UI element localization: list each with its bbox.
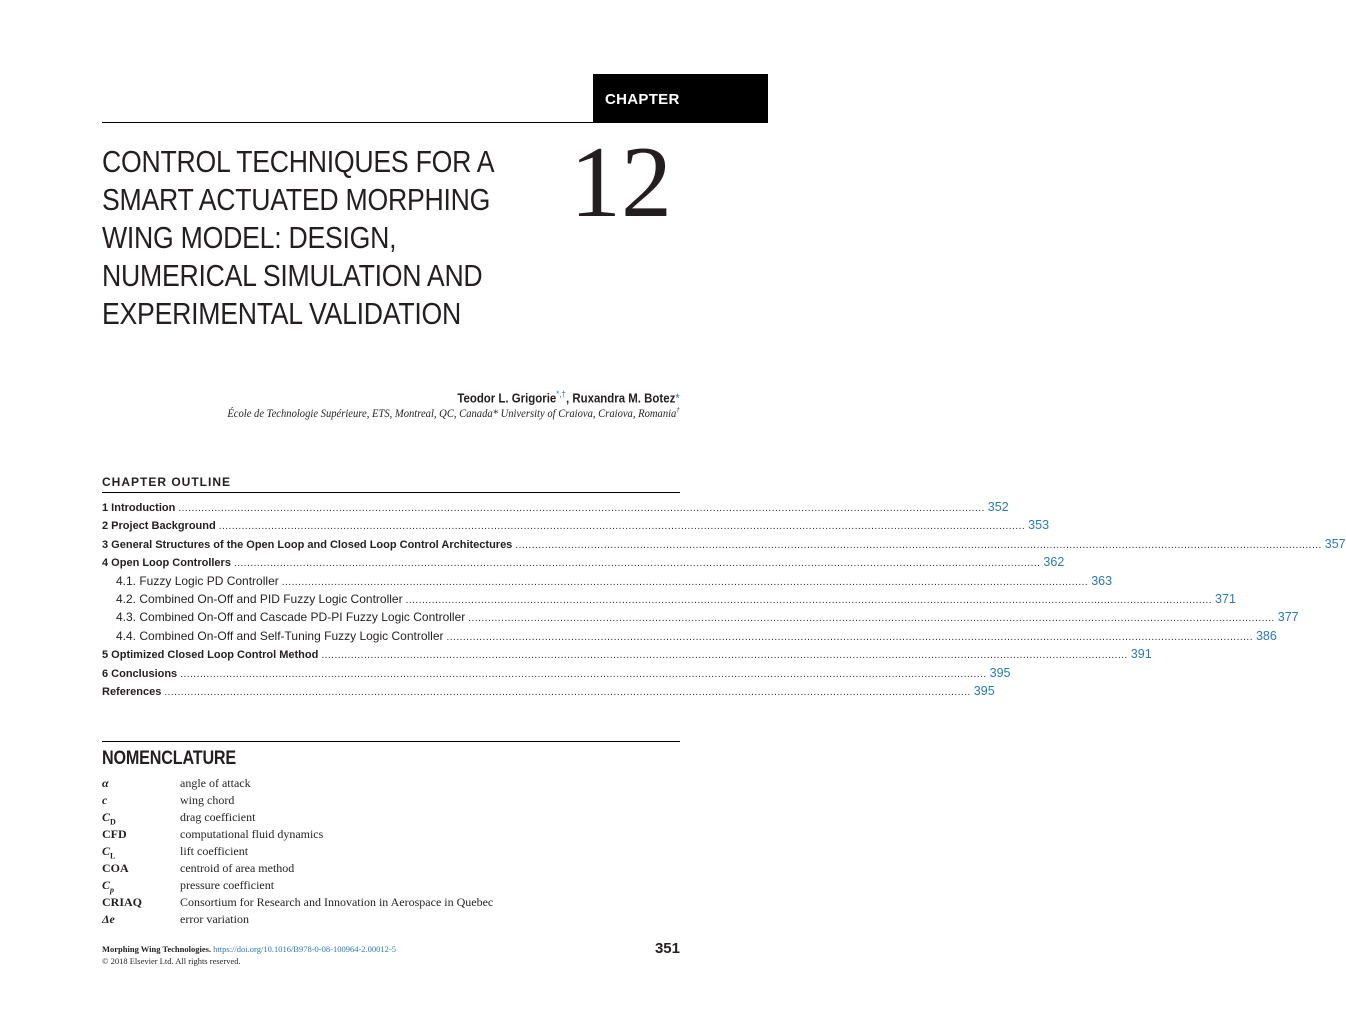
author-name[interactable]: Ruxandra M. Botez xyxy=(572,390,676,406)
authors xyxy=(458,389,680,405)
toc-label: 1 Introduction xyxy=(102,502,176,514)
nomenclature-entry xyxy=(102,843,682,860)
toc-leader: ...................................................................................................................................................................................................................................................... xyxy=(218,521,1026,533)
symbol xyxy=(102,843,180,860)
toc-entry[interactable] xyxy=(102,518,1050,536)
author-separator: , xyxy=(566,390,573,406)
toc-entry[interactable] xyxy=(102,591,1236,610)
toc-page-link[interactable]: 395 xyxy=(989,665,1011,680)
symbol xyxy=(102,809,180,826)
affiliation-text: École de Technologie Supérieure, ETS, Montreal, QC, Canada* University of Craiova, Craiova, Romania xyxy=(227,407,677,420)
nomenclature-entry xyxy=(102,860,682,877)
nomenclature-rule xyxy=(102,741,680,742)
nomenclature-entry xyxy=(102,894,682,911)
toc-entry[interactable] xyxy=(102,665,1011,684)
toc-label: 4.2. Combined On-Off and PID Fuzzy Logic Controller xyxy=(116,591,403,606)
toc-leader: ...................................................................................................................................................................................................................................................... xyxy=(281,576,1089,588)
nomenclature-entry xyxy=(102,877,682,894)
top-rule xyxy=(102,122,593,123)
definition: wing chord xyxy=(180,793,235,807)
symbol: CFD xyxy=(102,827,127,841)
title-line: SMART ACTUATED MORPHING xyxy=(102,182,491,217)
symbol-base: C xyxy=(102,878,111,892)
toc-page-link[interactable]: 386 xyxy=(1255,628,1277,643)
title-line: WING MODEL: DESIGN, xyxy=(102,220,397,255)
table-of-contents xyxy=(102,500,1346,702)
toc-page-link[interactable]: 357 xyxy=(1324,536,1346,551)
toc-page-link[interactable]: 353 xyxy=(1028,518,1050,533)
symbol xyxy=(102,877,180,894)
toc-label: 6 Conclusions xyxy=(102,667,178,680)
toc-entry[interactable] xyxy=(102,500,1009,518)
nomenclature-entry xyxy=(102,775,682,792)
toc-leader: ...................................................................................................................................................................................................................................................... xyxy=(180,668,987,680)
title-line: CONTROL TECHNIQUES FOR A xyxy=(102,144,495,179)
symbol: c xyxy=(102,793,108,807)
chapter-number: 12 xyxy=(570,126,672,239)
toc-entry[interactable] xyxy=(102,683,995,702)
toc-entry[interactable] xyxy=(102,647,1152,665)
affiliation-mark: † xyxy=(676,406,680,414)
symbol-subscript: D xyxy=(110,817,116,827)
toc-leader: ...................................................................................................................................................................................................................................................... xyxy=(164,686,971,698)
title-line: EXPERIMENTAL VALIDATION xyxy=(102,296,461,331)
symbol: α xyxy=(102,776,109,790)
definition: centroid of area method xyxy=(180,861,295,875)
toc-entry[interactable] xyxy=(102,536,1346,555)
affiliation xyxy=(228,406,680,420)
symbol: CRIAQ xyxy=(102,895,143,909)
author-mark[interactable]: *,† xyxy=(556,389,567,399)
toc-page-link[interactable]: 362 xyxy=(1043,555,1065,570)
toc-entry[interactable] xyxy=(102,573,1113,592)
nomenclature-entry xyxy=(102,809,682,826)
chapter-label: CHAPTER xyxy=(593,74,768,123)
toc-page-link[interactable]: 377 xyxy=(1277,610,1299,625)
toc-entry[interactable] xyxy=(102,555,1065,573)
toc-leader: ...................................................................................................................................................................................................................................................... xyxy=(233,558,1041,570)
symbol-base: C xyxy=(102,844,111,858)
definition: angle of attack xyxy=(180,776,251,790)
nomenclature-entry xyxy=(102,826,682,843)
symbol: Δe xyxy=(102,912,115,926)
author-mark[interactable]: * xyxy=(675,390,680,406)
nomenclature-entry xyxy=(102,911,682,928)
toc-page-link[interactable]: 363 xyxy=(1091,573,1113,588)
definition: Consortium for Research and Innovation in Aerospace in Quebec xyxy=(180,895,494,909)
symbol-subscript: p xyxy=(110,885,115,895)
toc-label: 4.3. Combined On-Off and Cascade PD-PI Fuzzy Logic Controller xyxy=(116,610,466,625)
toc-page-link[interactable]: 352 xyxy=(987,500,1009,514)
nomenclature-entry xyxy=(102,792,682,809)
toc-entry[interactable] xyxy=(102,610,1299,628)
footer xyxy=(102,943,396,967)
toc-label: 5 Optimized Closed Loop Control Method xyxy=(102,649,319,662)
page-number: 351 xyxy=(654,940,680,957)
toc-leader: ...................................................................................................................................................................................................................................................... xyxy=(178,503,985,514)
book-title: Morphing Wing Technologies. xyxy=(102,944,212,954)
toc-leader: ...................................................................................................................................................................................................................................................... xyxy=(468,613,1275,625)
toc-page-link[interactable]: 395 xyxy=(973,683,995,698)
definition: lift coefficient xyxy=(180,844,249,858)
definition: computational fluid dynamics xyxy=(180,827,324,841)
toc-label: 3 General Structures of the Open Loop and Closed Loop Control Architectures xyxy=(102,538,513,551)
toc-label: References xyxy=(102,685,162,698)
copyright: © 2018 Elsevier Ltd. All rights reserved. xyxy=(102,956,241,966)
toc-leader: ...................................................................................................................................................................................................................................................... xyxy=(321,650,1128,662)
title-line: NUMERICAL SIMULATION AND xyxy=(102,258,483,293)
definition: error variation xyxy=(180,912,249,926)
chapter-title xyxy=(102,143,495,333)
author-name[interactable]: Teodor L. Grigorie xyxy=(457,390,557,406)
definition: pressure coefficient xyxy=(180,878,275,892)
symbol-base: C xyxy=(102,810,111,824)
toc-label: 4 Open Loop Controllers xyxy=(102,557,231,570)
toc-label: 4.1. Fuzzy Logic PD Controller xyxy=(116,573,279,588)
toc-label: 2 Project Background xyxy=(102,520,216,533)
outline-heading: CHAPTER OUTLINE xyxy=(102,475,231,489)
toc-page-link[interactable]: 371 xyxy=(1215,591,1236,606)
toc-page-link[interactable]: 391 xyxy=(1130,647,1152,662)
toc-leader: ...................................................................................................................................................................................................................................................... xyxy=(446,631,1253,643)
symbol-subscript: L xyxy=(110,851,116,861)
nomenclature-list xyxy=(102,775,682,928)
toc-label: 4.4. Combined On-Off and Self-Tuning Fuzzy Logic Controller xyxy=(116,628,444,643)
toc-leader: ...................................................................................................................................................................................................................................................... xyxy=(405,594,1213,606)
definition: drag coefficient xyxy=(180,810,256,824)
toc-leader: ...................................................................................................................................................................................................................................................... xyxy=(515,539,1322,551)
symbol: COA xyxy=(102,861,129,875)
nomenclature-heading: NOMENCLATURE xyxy=(102,748,237,769)
doi-link[interactable]: https://doi.org/10.1016/B978-0-08-100964-2.00012-5 xyxy=(213,944,396,954)
toc-entry[interactable] xyxy=(102,628,1277,647)
outline-rule xyxy=(102,492,680,493)
